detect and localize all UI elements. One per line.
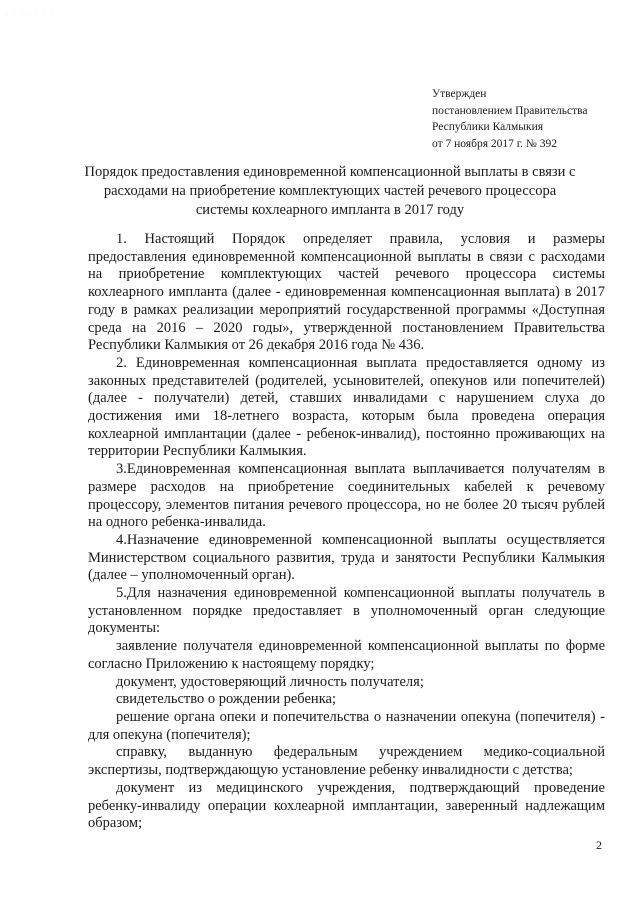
page-number: 2	[596, 838, 602, 852]
scan-artifact: · · · · · · ·	[6, 12, 55, 18]
paragraph-2: 2. Единовременная компенсационная выплата предоставляется одному из законных представителей (родителей, усыновителей, опекунов или попечителей) (далее - получатели) детей, ставших инвалидами с нарушением слуха до достижения ими 18-летнего возраста, которым была проведена операция кохлеарной имплантации (далее - ребенок-инвалид), постоянно проживающих на территории Республики Калмыкия.	[88, 354, 605, 460]
paragraph-5: 5.Для назначения единовременной компенсационной выплаты получатель в установленном порядке предоставляет в уполномоченный орган следующие документы:	[88, 585, 605, 637]
approval-line: постановлением Правительства	[432, 104, 588, 117]
approval-line: Утвержден	[432, 88, 487, 100]
paragraph-1: 1. Настоящий Порядок определяет правила, условия и размеры предоставления единовременной компенсационной выплаты в связи с расходами на приобретение комплектующих частей речевого процессора системы кохлеарного импланта (далее - единовременная компенсационная выплата) в 2017 году в рамках реализации мероприятий государственной программы «Доступная среда на 2016 – 2020 годы», утвержденной постановлением Правительства Республики Калмыкия от 26 декабря 2016 года № 436.	[88, 231, 605, 354]
document-list-item: документ, удостоверяющий личность получателя;	[116, 673, 424, 690]
document-body	[88, 231, 605, 833]
document-list-item: свидетельство о рождении ребенка;	[116, 691, 336, 708]
document-list-item: документ из медицинского учреждения, подтверждающий проведение ребенку-инвалиду операции кохлеарной имплантации, заверенный надлежащим образом;	[88, 779, 605, 832]
paragraph-3: 3.Единовременная компенсационная выплата выплачивается получателям в размере расходов на приобретение соединительных кабелей к речевому процессору, элементов питания речевого процессора, но не более 20 тысяч рублей на одного ребенка-инвалида.	[88, 461, 605, 531]
approval-line: Республики Калмыкия	[432, 121, 544, 133]
document-list-item: заявление получателя единовременной компенсационной выплаты по форме согласно Приложению к настоящему порядку;	[88, 638, 605, 672]
approval-line: от 7 ноября 2017 г. № 392	[432, 137, 558, 150]
approval-stamp	[432, 86, 632, 152]
paragraph-4: 4.Назначение единовременной компенсационной выплаты осуществляется Министерством социального развития, труда и занятости Республики Калмыкия (далее – уполномоченный орган).	[88, 531, 605, 584]
document-title: Порядок предоставления единовременной компенсационной выплаты в связи с расходами на приобретение комплектующих частей речевого процессора системы кохлеарного импланта в 2017 году	[84, 164, 576, 218]
document-list-item: справку, выданную федеральным учреждением медико-социальной экспертизы, подтверждающую установление ребенку инвалидности с детства;	[88, 744, 605, 779]
document-list-item: решение органа опеки и попечительства о назначении опекуна (попечителя) - для опекуна (попечителя);	[88, 708, 605, 743]
